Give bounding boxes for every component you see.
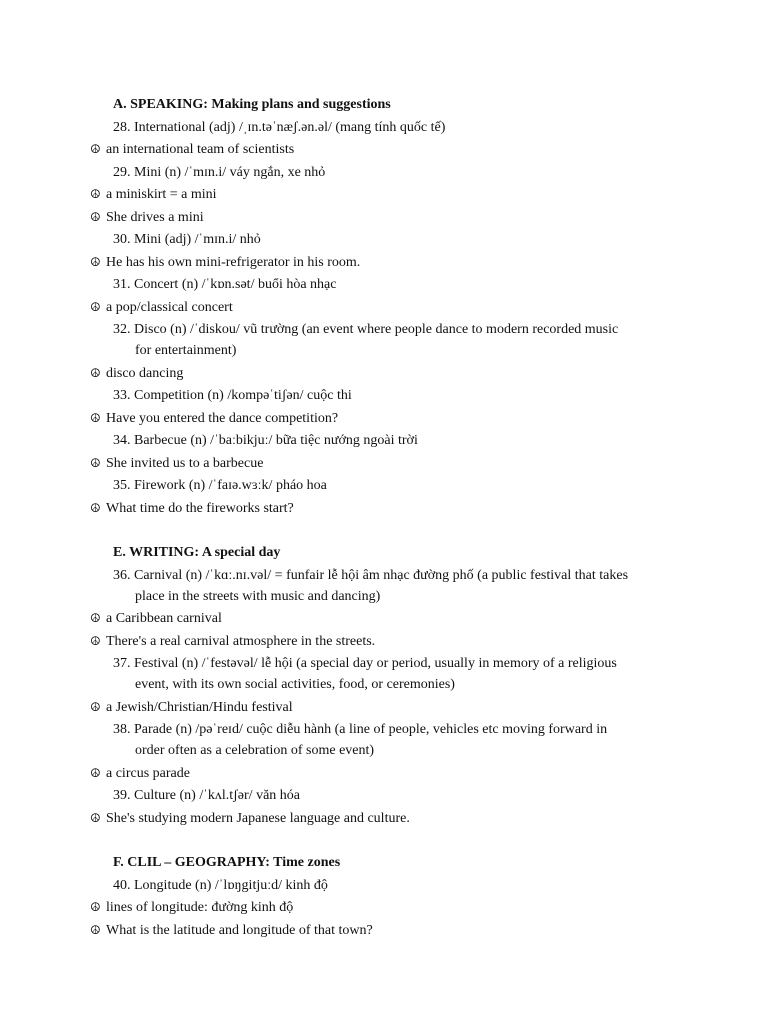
vocabulary-entry <box>90 719 690 761</box>
section-heading: E. WRITING: A special day <box>113 545 281 560</box>
entry-continuation: order often as a celebration of some event) <box>135 743 375 758</box>
peace-bullet-icon: ☮ <box>90 633 101 648</box>
example-sentence <box>90 297 690 318</box>
example-sentence <box>90 363 690 384</box>
section-heading: A. SPEAKING: Making plans and suggestions <box>113 97 391 112</box>
example-sentence <box>90 697 690 718</box>
entry-text: 39. Culture (n) /ˈkʌl.tʃər/ văn hóa <box>113 788 301 803</box>
section-heading: F. CLIL – GEOGRAPHY: Time zones <box>113 855 341 870</box>
vocabulary-entry <box>90 475 690 496</box>
example-text: What is the latitude and longitude of that town? <box>106 922 373 938</box>
peace-bullet-icon: ☮ <box>90 900 101 914</box>
peace-bullet-icon: ☮ <box>90 611 101 625</box>
vocabulary-entry <box>90 385 690 406</box>
entry-text: 35. Firework (n) /ˈfaɪə.wɜːk/ pháo hoa <box>113 478 327 493</box>
example-text: a Caribbean carnival <box>106 611 222 626</box>
entry-text: 29. Mini (n) /ˈmɪn.i/ váy ngắn, xe nhỏ <box>113 164 326 180</box>
example-sentence <box>90 920 690 941</box>
peace-bullet-icon: ☮ <box>90 299 101 314</box>
peace-bullet-icon: ☮ <box>90 209 101 224</box>
entry-text: 40. Longitude (n) /ˈlɒŋgitjuːd/ kinh độ <box>113 877 328 893</box>
vocabulary-entry <box>90 162 690 183</box>
entry-text: 34. Barbecue (n) /ˈbaːbikjuː/ bữa tiệc nướng ngoài trời <box>113 433 418 448</box>
example-sentence <box>90 139 690 160</box>
example-text: a pop/classical concert <box>106 299 233 315</box>
entry-text: 28. International (adj) /ˌɪn.təˈnæʃ.ən.əl/ (mang tính quốc tế) <box>113 119 446 135</box>
example-sentence <box>90 897 690 918</box>
example-sentence <box>90 184 690 205</box>
vocabulary-entry <box>90 785 690 806</box>
example-text: an international team of scientists <box>106 142 295 157</box>
entry-continuation: event, with its own social activities, food, or ceremonies) <box>135 677 455 692</box>
example-text: He has his own mini-refrigerator in his room. <box>106 254 361 270</box>
entry-text: 37. Festival (n) /ˈfestəvəl/ lễ hội (a special day or period, usually in memory of a religious <box>113 656 617 671</box>
entry-text: 32. Disco (n) /ˈdiskou/ vũ trường (an event where people dance to modern recorded music <box>113 322 619 337</box>
example-text: What time do the fireworks start? <box>106 500 294 516</box>
vocabulary-entry <box>90 117 690 138</box>
entry-continuation: place in the streets with music and dancing) <box>135 588 381 604</box>
entry-continuation: for entertainment) <box>135 343 237 358</box>
example-sentence <box>90 453 690 474</box>
example-text: She invited us to a barbecue <box>106 455 264 471</box>
peace-bullet-icon: ☮ <box>90 142 101 156</box>
peace-bullet-icon: ☮ <box>90 365 101 380</box>
peace-bullet-icon: ☮ <box>90 922 101 937</box>
peace-bullet-icon: ☮ <box>90 254 101 269</box>
vocabulary-entry <box>90 430 690 451</box>
example-sentence <box>90 252 690 273</box>
example-sentence <box>90 408 690 429</box>
peace-bullet-icon: ☮ <box>90 810 101 825</box>
entry-text: 31. Concert (n) /ˈkɒn.sət/ buổi hòa nhạc <box>113 277 337 292</box>
entry-text: 33. Competition (n) /kompəˈtiʃən/ cuộc thi <box>113 388 352 403</box>
peace-bullet-icon: ☮ <box>90 765 101 780</box>
example-sentence <box>90 808 690 829</box>
vocabulary-entry <box>90 274 690 295</box>
peace-bullet-icon: ☮ <box>90 410 101 425</box>
example-text: disco dancing <box>106 365 184 381</box>
example-sentence <box>90 207 690 228</box>
example-sentence <box>90 498 690 519</box>
vocabulary-entry <box>90 565 690 607</box>
peace-bullet-icon: ☮ <box>90 187 101 201</box>
vocabulary-entry <box>90 875 690 896</box>
example-text: lines of longitude: đường kinh độ <box>106 900 294 915</box>
vocabulary-entry <box>90 319 690 361</box>
example-text: a miniskirt = a mini <box>106 187 217 202</box>
example-text: There's a real carnival atmosphere in the streets. <box>106 633 376 649</box>
example-text: She's studying modern Japanese language and culture. <box>106 810 410 826</box>
peace-bullet-icon: ☮ <box>90 699 101 714</box>
example-text: Have you entered the dance competition? <box>106 410 339 426</box>
entry-text: 38. Parade (n) /pəˈreɪd/ cuộc diễu hành (a line of people, vehicles etc moving forward in <box>113 722 608 737</box>
example-sentence <box>90 763 690 784</box>
example-text: a Jewish/Christian/Hindu festival <box>106 699 293 715</box>
entry-text: 36. Carnival (n) /ˈkɑː.nɪ.vəl/ = funfair lễ hội âm nhạc đường phố (a public festival that takes <box>113 567 629 583</box>
example-text: a circus parade <box>106 765 190 781</box>
vocabulary-list <box>90 94 690 942</box>
example-sentence <box>90 631 690 652</box>
vocabulary-entry <box>90 229 690 250</box>
section-gap <box>90 520 690 542</box>
peace-bullet-icon: ☮ <box>90 455 101 470</box>
peace-bullet-icon: ☮ <box>90 500 101 515</box>
example-sentence <box>90 608 690 629</box>
section-gap <box>90 830 690 852</box>
entry-text: 30. Mini (adj) /ˈmɪn.i/ nhỏ <box>113 232 261 247</box>
vocabulary-entry <box>90 653 690 695</box>
example-text: She drives a mini <box>106 209 204 225</box>
